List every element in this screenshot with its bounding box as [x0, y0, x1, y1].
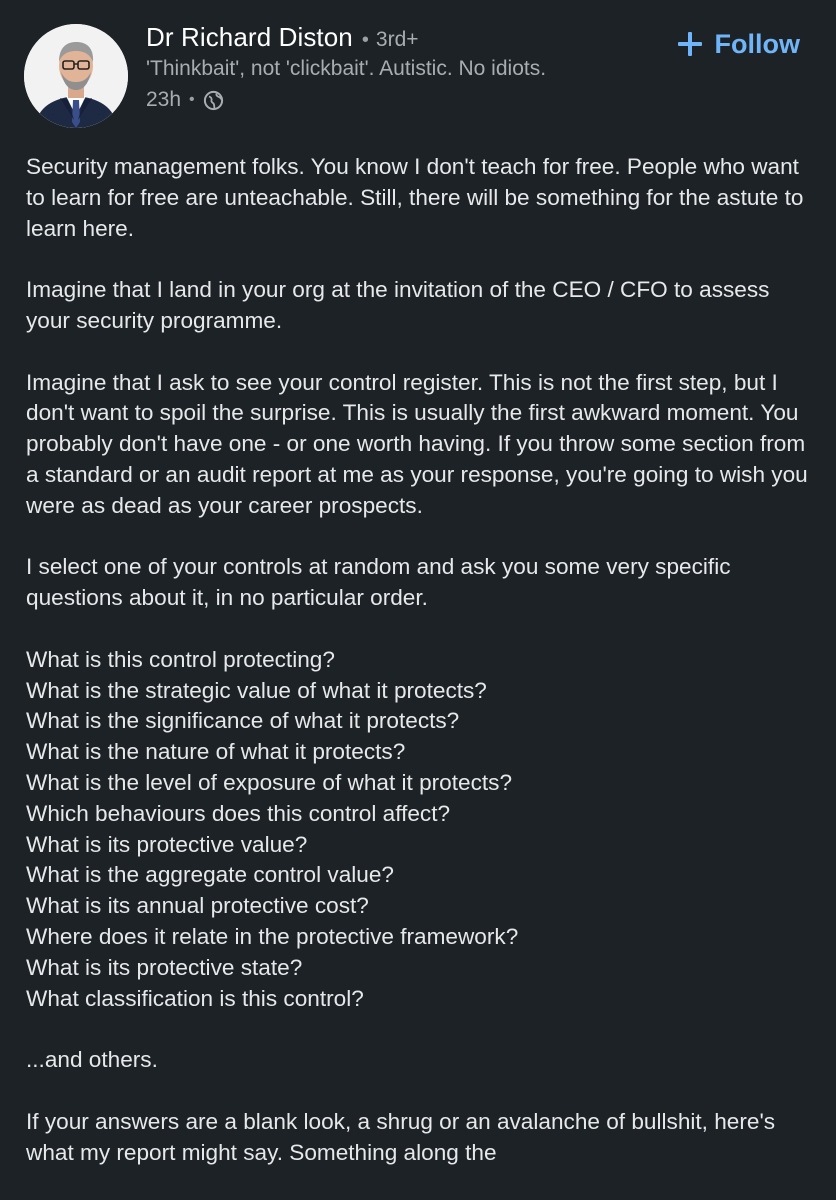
author-avatar[interactable] [24, 24, 128, 128]
question-item: What is the aggregate control value? [26, 862, 394, 888]
plus-icon [678, 32, 702, 56]
separator-dot: • [361, 29, 369, 51]
question-item: What classification is this control? [26, 985, 364, 1011]
post-timestamp: 23h [146, 88, 182, 111]
post-paragraph: If your answers are a blank look, a shrug or an avalanche of bullshit, here's what my report might say. Something along the [26, 1108, 776, 1165]
separator-dot: • [189, 91, 195, 108]
question-item: Where does it relate in the protective framework? [26, 923, 519, 949]
profile-photo [24, 24, 128, 128]
question-item: What is this control protecting? [26, 646, 335, 672]
question-item: What is the strategic value of what it protects? [26, 677, 487, 703]
question-item: Which behaviours does this control affect? [26, 800, 451, 826]
question-item: What is its annual protective cost? [26, 893, 369, 919]
post-paragraph: I select one of your controls at random and ask you some very specific questions about it, in no particular order. [26, 554, 731, 611]
post-body [26, 152, 816, 1168]
question-list [26, 645, 816, 1015]
post-paragraph: ...and others. [26, 1047, 158, 1073]
follow-button[interactable] [678, 26, 800, 62]
author-headline: 'Thinkbait', not 'clickbait'. Autistic. No idiots. [146, 57, 547, 80]
post-meta [146, 86, 224, 114]
post-paragraph: Security management folks. You know I don't teach for free. People who want to learn for free are unteachable. Still, there will be something for the astute to learn here. [26, 154, 804, 241]
post-paragraph: Imagine that I ask to see your control register. This is not the first step, but I don't want to spoil the surprise. This is usually the first awkward moment. You probably don't have one - or one worth having. If you throw some section from a standard or an audit report at me as your response, you're going to wish you were as dead as your career prospects. [26, 369, 808, 518]
author-name[interactable]: Dr Richard Diston [146, 22, 353, 52]
follow-label: Follow [714, 28, 800, 59]
question-item: What is the level of exposure of what it protects? [26, 769, 513, 795]
author-name-row [146, 22, 419, 56]
question-item: What is the significance of what it protects? [26, 708, 460, 734]
post-paragraph: Imagine that I land in your org at the invitation of the CEO / CFO to assess your security programme. [26, 277, 770, 333]
question-item: What is its protective value? [26, 831, 308, 857]
post-header [0, 0, 836, 140]
globe-icon [203, 90, 224, 111]
question-item: What is the nature of what it protects? [26, 739, 406, 765]
connection-degree: 3rd+ [375, 28, 419, 51]
question-item: What is its protective state? [26, 954, 303, 980]
